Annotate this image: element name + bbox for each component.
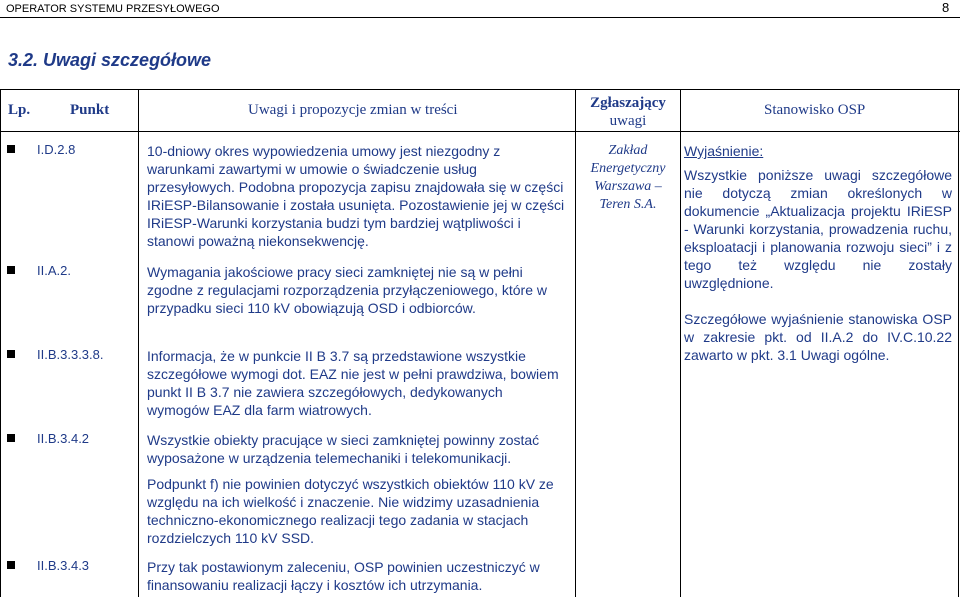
header-zglaszajacy — [576, 94, 680, 130]
explanation-paragraph: Szczegółowe wyjaśnienie stanowiska OSP w zakresie pkt. od II.A.2 do IV.C.10.22 zawarto w pkt. 3.1 Uwagi ogólne. — [684, 311, 952, 363]
comment-text: Przy tak postawionym zaleceniu, OSP powinien uczestniczyć w finansowaniu realizacji łączy i kosztów ich utrzymania. — [147, 559, 540, 593]
table-row-punkt: II.A.2. — [7, 263, 71, 280]
column-divider — [138, 89, 139, 597]
page-number: 8 — [942, 0, 950, 15]
comment-text: Wymagania jakościowe pracy sieci zamkniętej nie są w pełni zgodne z regulacjami rozporządzenia przyłączeniowego, które w przypadku sieci 110 kV obowiązują OSD i odbiorców. — [147, 264, 547, 316]
header-zglaszajacy-line2: uwagi — [609, 113, 647, 129]
table-right-border — [958, 89, 959, 597]
header-punkt: Punkt — [70, 102, 110, 118]
bullet-icon — [7, 434, 15, 442]
comment-text: Informacja, że w punkcie II B 3.7 są przedstawione wszystkie szczegółowe wymogi dot. EAZ nie jest w pełni prawdziwa, bowiem punkt II B 3.7 nie zawiera szczegółowych, dedykowanych wymogów EAZ dla farm wiatrowych. — [147, 348, 559, 418]
column-divider — [575, 89, 576, 597]
header-uwagi: Uwagi i propozycje zmian w treści — [248, 102, 458, 118]
header-lp: Lp. — [8, 102, 31, 118]
explanation-label: Wyjaśnienie: — [684, 143, 764, 159]
table-row-punkt: II.B.3.3.3.8. — [7, 347, 104, 364]
table-top-border — [0, 89, 960, 90]
header-rule — [0, 17, 960, 18]
table-row-punkt: II.B.3.4.3 — [7, 558, 89, 575]
column-divider — [680, 89, 681, 597]
table-left-border — [0, 89, 1, 597]
document-header-title: OPERATOR SYSTEMU PRZESYŁOWEGO — [6, 3, 220, 15]
bullet-icon — [7, 145, 15, 153]
table-header-border — [0, 131, 960, 132]
bullet-icon — [7, 561, 15, 569]
table-row-punkt: I.D.2.8 — [7, 142, 75, 159]
comment-text: 10-dniowy okres wypowiedzenia umowy jest niezgodny z warunkami zawartymi w umowie o świadczenie usług przesyłowych. Podobna propozycja zapisu znajdowała się w części IRiESP-Bilansowanie i została usunięta. Pozostawienie jej w części IRiESP-Warunki korzystania budzi tym bardziej wątpliwości i stanowi poważną niekonsekwencję. — [147, 143, 565, 249]
table-row-punkt: II.B.3.4.2 — [7, 431, 89, 448]
bullet-icon — [7, 350, 15, 358]
header-stanowisko: Stanowisko OSP — [764, 102, 866, 118]
explanation-paragraph: Wszystkie poniższe uwagi szczegółowe nie dotyczą zmian określonych w dokumencie „Aktualizacja projektu IRiESP - Warunki korzystania, prowadzenia ruchu, eksploatacji i planowania rozwoju sieci” i z tego też względu nie zostały uwzględnione. — [684, 167, 952, 291]
submitter-name: Zakład Energetyczny Warszawa – Teren S.A. — [590, 143, 666, 212]
comment-text: Wszystkie obiekty pracujące w sieci zamkniętej powinny zostać wyposażone w urządzenia telemechaniki i telekomunikacji. — [147, 432, 540, 466]
bullet-icon — [7, 266, 15, 274]
section-title: 3.2. Uwagi szczegółowe — [8, 50, 212, 70]
header-zglaszajacy-line1: Zgłaszający — [590, 95, 666, 111]
comment-text: Podpunkt f) nie powinien dotyczyć wszystkich obiektów 110 kV ze względu na ich wielkość i znaczenie. Nie widzimy uzasadnienia techniczno-ekonomicznego realizacji tego zadania w stacjach rozdzielczych 110 kV SSD. — [147, 476, 554, 546]
